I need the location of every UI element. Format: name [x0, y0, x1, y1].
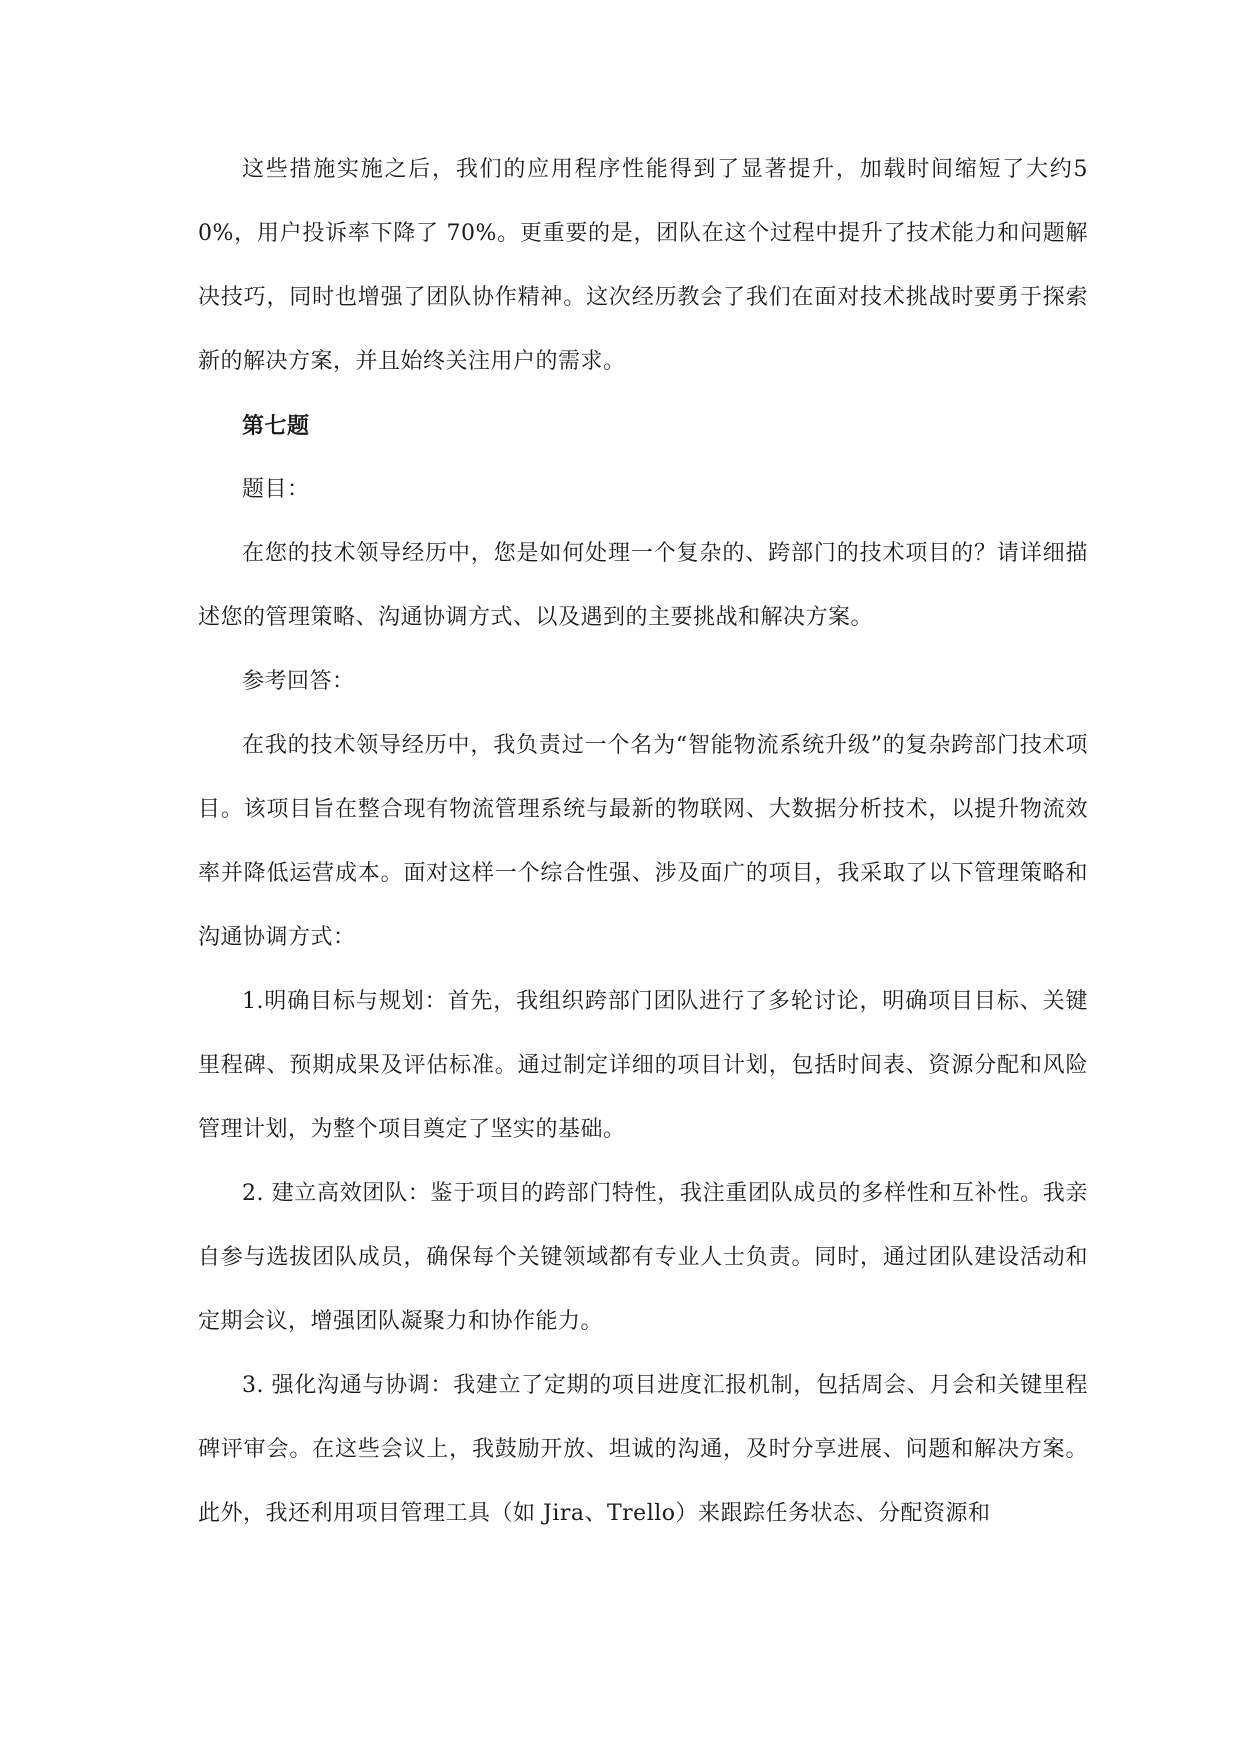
- paragraph-results: 这些措施实施之后，我们的应用程序性能得到了显著提升，加载时间缩短了大约50%，用户投诉率下降了 70%。更重要的是，团队在这个过程中提升了技术能力和问题解决技巧，同时也增强了团队协作精神。这次经历教会了我们在面对技术挑战时要勇于探索新的解决方案，并且始终关注用户的需求。: [198, 157, 1088, 374]
- answer-point-2: 2. 建立高效团队：鉴于项目的跨部门特性，我注重团队成员的多样性和互补性。我亲自参与选拔团队成员，确保每个关键领域都有专业人士负责。同时，通过团队建设活动和定期会议，增强团队凝聚力和协作能力。: [198, 1181, 1088, 1334]
- answer-point-3: 3. 强化沟通与协调：我建立了定期的项目进度汇报机制，包括周会、月会和关键里程碑评审会。在这些会议上，我鼓励开放、坦诚的沟通，及时分享进展、问题和解决方案。此外，我还利用项目管理工具（如 Jira、Trello）来跟踪任务状态、分配资源和: [198, 1373, 1088, 1526]
- question-label: 题目：: [242, 477, 310, 502]
- document-body: [198, 138, 1088, 1546]
- answer-label: 参考回答：: [242, 669, 355, 694]
- section-heading: 第七题: [242, 413, 310, 439]
- answer-point-1: 1.明确目标与规划：首先，我组织跨部门团队进行了多轮讨论，明确项目目标、关键里程碑、预期成果及评估标准。通过制定详细的项目计划，包括时间表、资源分配和风险管理计划，为整个项目奠定了坚实的基础。: [198, 989, 1088, 1142]
- question-text: 在您的技术领导经历中，您是如何处理一个复杂的、跨部门的技术项目的？请详细描述您的管理策略、沟通协调方式、以及遇到的主要挑战和解决方案。: [198, 541, 1088, 630]
- answer-intro: 在我的技术领导经历中，我负责过一个名为“智能物流系统升级”的复杂跨部门技术项目。该项目旨在整合现有物流管理系统与最新的物联网、大数据分析技术，以提升物流效率并降低运营成本。面对这样一个综合性强、涉及面广的项目，我采取了以下管理策略和沟通协调方式：: [198, 733, 1088, 950]
